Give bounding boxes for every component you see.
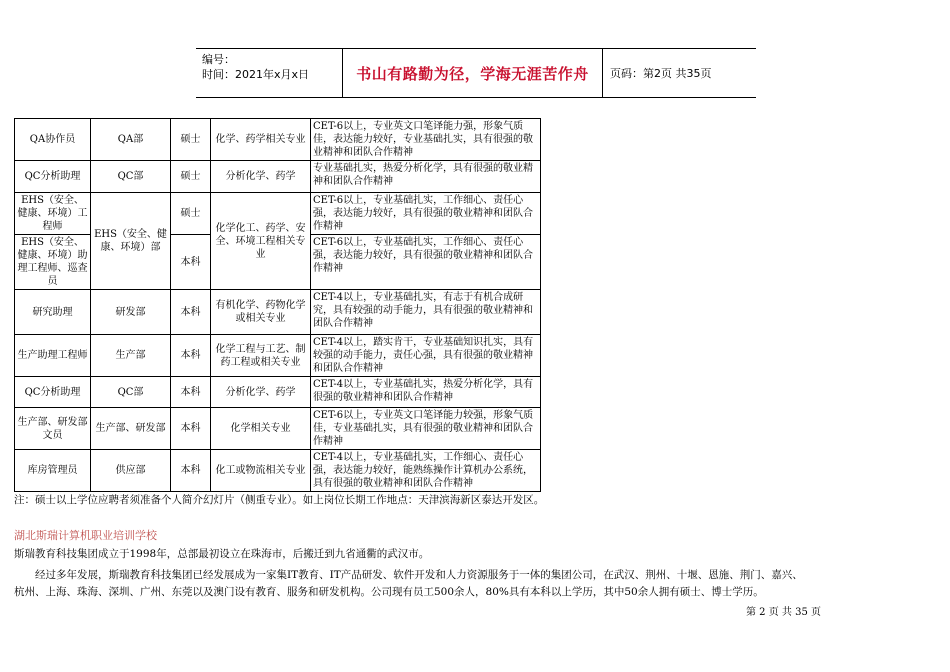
header-number-label: 编号： (202, 53, 235, 66)
job-degree: 本科 (171, 377, 211, 408)
jobs-table (14, 118, 541, 492)
job-requirement: CET-4以上，专业基础扎实，工作细心、责任心强，表达能力较好，能熟练操作计算机办公系统，具有很强的敬业精神和团队合作精神 (311, 450, 541, 492)
job-degree: 硕士 (171, 193, 211, 235)
job-position: 生产助理工程师 (15, 335, 91, 377)
job-position: 研究助理 (15, 290, 91, 335)
job-position: 生产部、研发部文员 (15, 408, 91, 450)
table-row (15, 335, 541, 377)
table-row (15, 119, 541, 161)
job-major: 化学相关专业 (211, 408, 311, 450)
school-title: 湖北斯瑞计算机职业培训学校 (14, 529, 157, 542)
job-requirement: CET-6以上，专业英文口笔译能力强，形象气质佳，表达能力较好，专业基础扎实，具有很强的敬业精神和团队合作精神 (311, 119, 541, 161)
job-position: EHS（安全、健康、环境）工程师 (15, 193, 91, 235)
table-row (15, 408, 541, 450)
job-degree: 硕士 (171, 119, 211, 161)
table-row (15, 290, 541, 335)
job-requirement: CET-6以上，专业英文口笔译能力较强，形象气质佳，专业基础扎实，具有很强的敬业精神和团队合作精神 (311, 408, 541, 450)
job-dept: QA部 (91, 119, 171, 161)
header-time-label: 时间：2021年x月x日 (202, 68, 310, 81)
job-major: 化学化工、药学、安全、环境工程相关专业 (211, 193, 311, 290)
header-divider (602, 49, 603, 97)
table-row (15, 161, 541, 193)
page-footer: 第 2 页 共 35 页 (746, 607, 821, 618)
job-degree: 本科 (171, 408, 211, 450)
job-requirement: CET-4以上，踏实肯干，专业基础知识扎实，具有较强的动手能力，责任心强，具有很强的敬业精神和团队合作精神 (311, 335, 541, 377)
job-major: 有机化学、药物化学或相关专业 (211, 290, 311, 335)
table-row (15, 193, 541, 235)
job-dept: QC部 (91, 377, 171, 408)
job-major: 化学工程与工艺、制药工程或相关专业 (211, 335, 311, 377)
job-position: QC分析助理 (15, 377, 91, 408)
job-dept: 供应部 (91, 450, 171, 492)
job-major: 化学、药学相关专业 (211, 119, 311, 161)
job-position: 库房管理员 (15, 450, 91, 492)
table-note: 注：硕士以上学位应聘者须准备个人简介幻灯片（侧重专业）。如上岗位长期工作地点：天津滨海新区泰达开发区。 (14, 494, 545, 506)
job-dept: 研发部 (91, 290, 171, 335)
job-requirement: CET-4以上，专业基础扎实，有志于有机合成研究，具有较强的动手能力，具有很强的敬业精神和团队合作精神 (311, 290, 541, 335)
job-degree: 本科 (171, 235, 211, 290)
table-row (15, 377, 541, 408)
job-major: 分析化学、药学 (211, 377, 311, 408)
job-position: EHS（安全、健康、环境）助理工程师、巡查员 (15, 235, 91, 290)
job-dept: EHS（安全、健康、环境）部 (91, 193, 171, 290)
job-requirement: CET-6以上，专业基础扎实，工作细心、责任心强，表达能力较好，具有很强的敬业精神和团队合作精神 (311, 235, 541, 290)
job-major: 化工或物流相关专业 (211, 450, 311, 492)
paragraph: 斯瑞教育科技集团成立于1998年，总部最初设立在珠海市，后搬迁到九省通衢的武汉市。 (14, 548, 430, 560)
job-requirement: CET-6以上，专业基础扎实，工作细心、责任心强，表达能力较好，具有很强的敬业精神和团队合作精神 (311, 193, 541, 235)
job-dept: QC部 (91, 161, 171, 193)
job-degree: 本科 (171, 450, 211, 492)
job-requirement: CET-4以上，专业基础扎实，热爱分析化学，具有很强的敬业精神和团队合作精神 (311, 377, 541, 408)
job-position: QA协作员 (15, 119, 91, 161)
job-major: 分析化学、药学 (211, 161, 311, 193)
job-dept: 生产部、研发部 (91, 408, 171, 450)
job-dept: 生产部 (91, 335, 171, 377)
page-header (196, 48, 756, 98)
job-requirement: 专业基础扎实，热爱分析化学，具有很强的敬业精神和团队合作精神 (311, 161, 541, 193)
paragraph: 经过多年发展，斯瑞教育科技集团已经发展成为一家集IT教育、IT产品研发、软件开发和人力资源服务于一体的集团公司，在武汉、荆州、十堰、恩施、荆门、嘉兴、 (35, 569, 803, 581)
header-motto: 书山有路勤为径，学海无涯苦作舟 (356, 64, 589, 83)
job-degree: 本科 (171, 335, 211, 377)
header-meta (202, 52, 342, 82)
job-degree: 硕士 (171, 161, 211, 193)
job-position: QC分析助理 (15, 161, 91, 193)
header-page-label: 页码：第2页 共35页 (610, 67, 712, 80)
paragraph: 杭州、上海、珠海、深圳、广州、东莞以及澳门设有教育、服务和研发机构。公司现有员工500余人，80%具有本科以上学历，其中50余人拥有硕士、博士学历。 (14, 586, 764, 598)
job-degree: 本科 (171, 290, 211, 335)
table-row (15, 450, 541, 492)
